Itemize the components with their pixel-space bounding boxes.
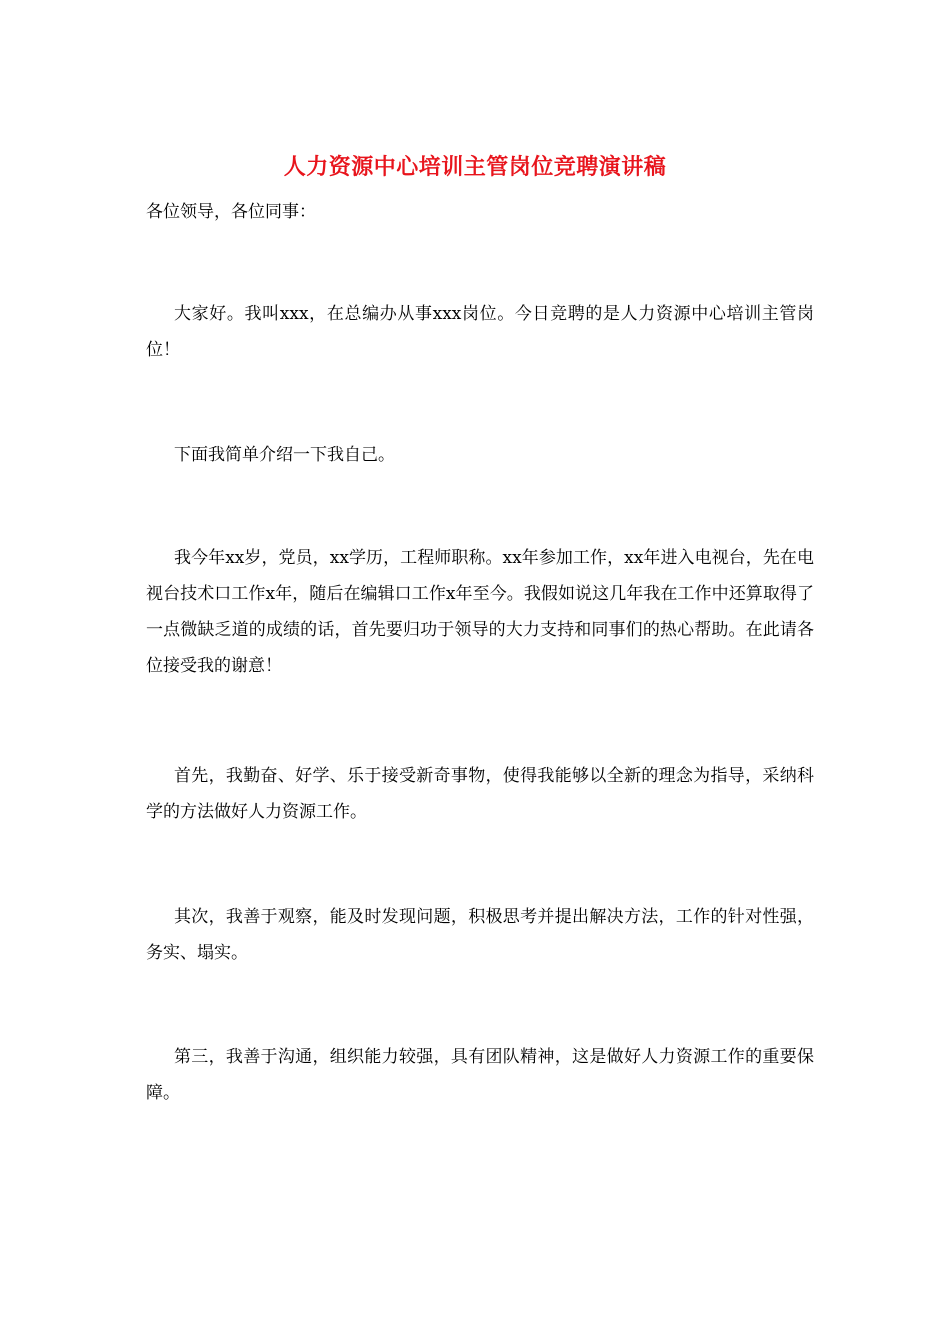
paragraph-first-strength: 首先，我勤奋、好学、乐于接受新奇事物，使得我能够以全新的理念为指导，采纳科学的方法做好人力资源工作。 (146, 766, 814, 822)
paragraph-introduction: 大家好。我叫xxx，在总编办从事xxx岗位。今日竞聘的是人力资源中心培训主管岗位！ (146, 304, 814, 360)
paragraph-second-strength: 其次，我善于观察，能及时发现问题，积极思考并提出解决方法，工作的针对性强，务实、塌实。 (146, 907, 814, 963)
paragraph-self-intro-lead: 下面我简单介绍一下我自己。 (174, 445, 395, 465)
paragraph-third-strength: 第三，我善于沟通，组织能力较强，具有团队精神，这是做好人力资源工作的重要保障。 (146, 1047, 814, 1103)
document-title: 人力资源中心培训主管岗位竞聘演讲稿 (283, 154, 667, 180)
paragraph-background: 我今年xx岁，党员，xx学历，工程师职称。xx年参加工作，xx年进入电视台，先在电视台技术口工作x年，随后在编辑口工作x年至今。我假如说这几年我在工作中还算取得了一点微缺乏道的成绩的话，首先要归功于领导的大力支持和同事们的热心帮助。在此请各位接受我的谢意！ (146, 548, 814, 676)
salutation: 各位领导，各位同事： (146, 202, 316, 222)
